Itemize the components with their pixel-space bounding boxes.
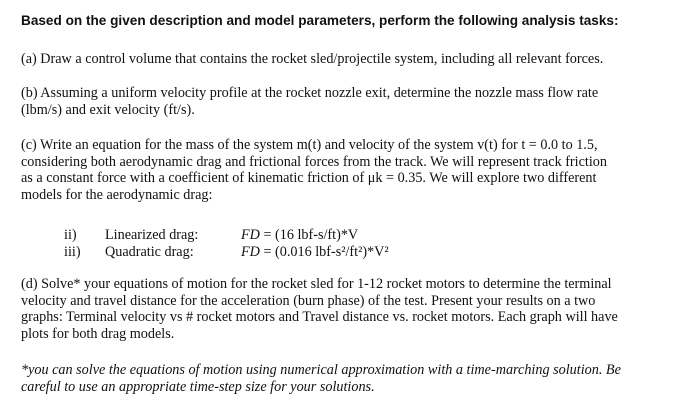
model-name: Quadratic drag: bbox=[105, 243, 194, 260]
part-c-line: considering both aerodynamic drag and frictional forces from the track. We will represent track friction bbox=[21, 153, 607, 170]
part-b bbox=[21, 85, 689, 118]
task-heading: Based on the given description and model parameters, perform the following analysis tasks: bbox=[21, 13, 619, 28]
part-d-line: (d) Solve* your equations of motion for the rocket sled for 1-12 rocket motors to determine the terminal bbox=[21, 276, 612, 292]
part-d-line: graphs: Terminal velocity vs # rocket motors and Travel distance vs. rocket motors. Each graph will have bbox=[21, 309, 618, 326]
part-b-line: (b) Assuming a uniform velocity profile at the rocket nozzle exit, determine the nozzle mass flow rate bbox=[21, 85, 599, 101]
part-a bbox=[21, 51, 689, 68]
drag-force-symbol: FD bbox=[241, 243, 260, 260]
part-d bbox=[21, 276, 689, 342]
equation-rhs: = (0.016 lbf-s²/ft²)*V² bbox=[259, 243, 389, 260]
part-c-line: (c) Write an equation for the mass of the system m(t) and velocity of the system v(t) for t = 0.0 to 1.5, bbox=[21, 137, 598, 153]
part-d-line: plots for both drag models. bbox=[21, 325, 175, 342]
model-number: iii) bbox=[64, 243, 81, 260]
part-a-line: (a) Draw a control volume that contains the rocket sled/projectile system, including all relevant forces. bbox=[21, 51, 604, 67]
part-c bbox=[21, 137, 689, 203]
model-equation bbox=[241, 244, 389, 261]
part-c-line: models for the aerodynamic drag: bbox=[21, 186, 213, 203]
model-number: ii) bbox=[64, 227, 77, 243]
footnote-line: careful to use an appropriate time-step size for your solutions. bbox=[21, 378, 375, 395]
footnote-line: *you can solve the equations of motion using numerical approximation with a time-marching solution. Be bbox=[21, 362, 621, 378]
part-c-line: as a constant force with a coefficient of kinematic friction of μk = 0.35. We will explore two different bbox=[21, 170, 597, 187]
footnote bbox=[21, 362, 689, 395]
model-name: Linearized drag: bbox=[105, 227, 199, 243]
drag-force-symbol: FD bbox=[241, 227, 260, 243]
model-equation bbox=[241, 227, 358, 244]
part-d-line: velocity and travel distance for the acceleration (burn phase) of the test. Present your results on a two bbox=[21, 292, 596, 309]
equation-rhs: = (16 lbf-s/ft)*V bbox=[259, 227, 359, 243]
part-b-line: (lbm/s) and exit velocity (ft/s). bbox=[21, 101, 195, 118]
